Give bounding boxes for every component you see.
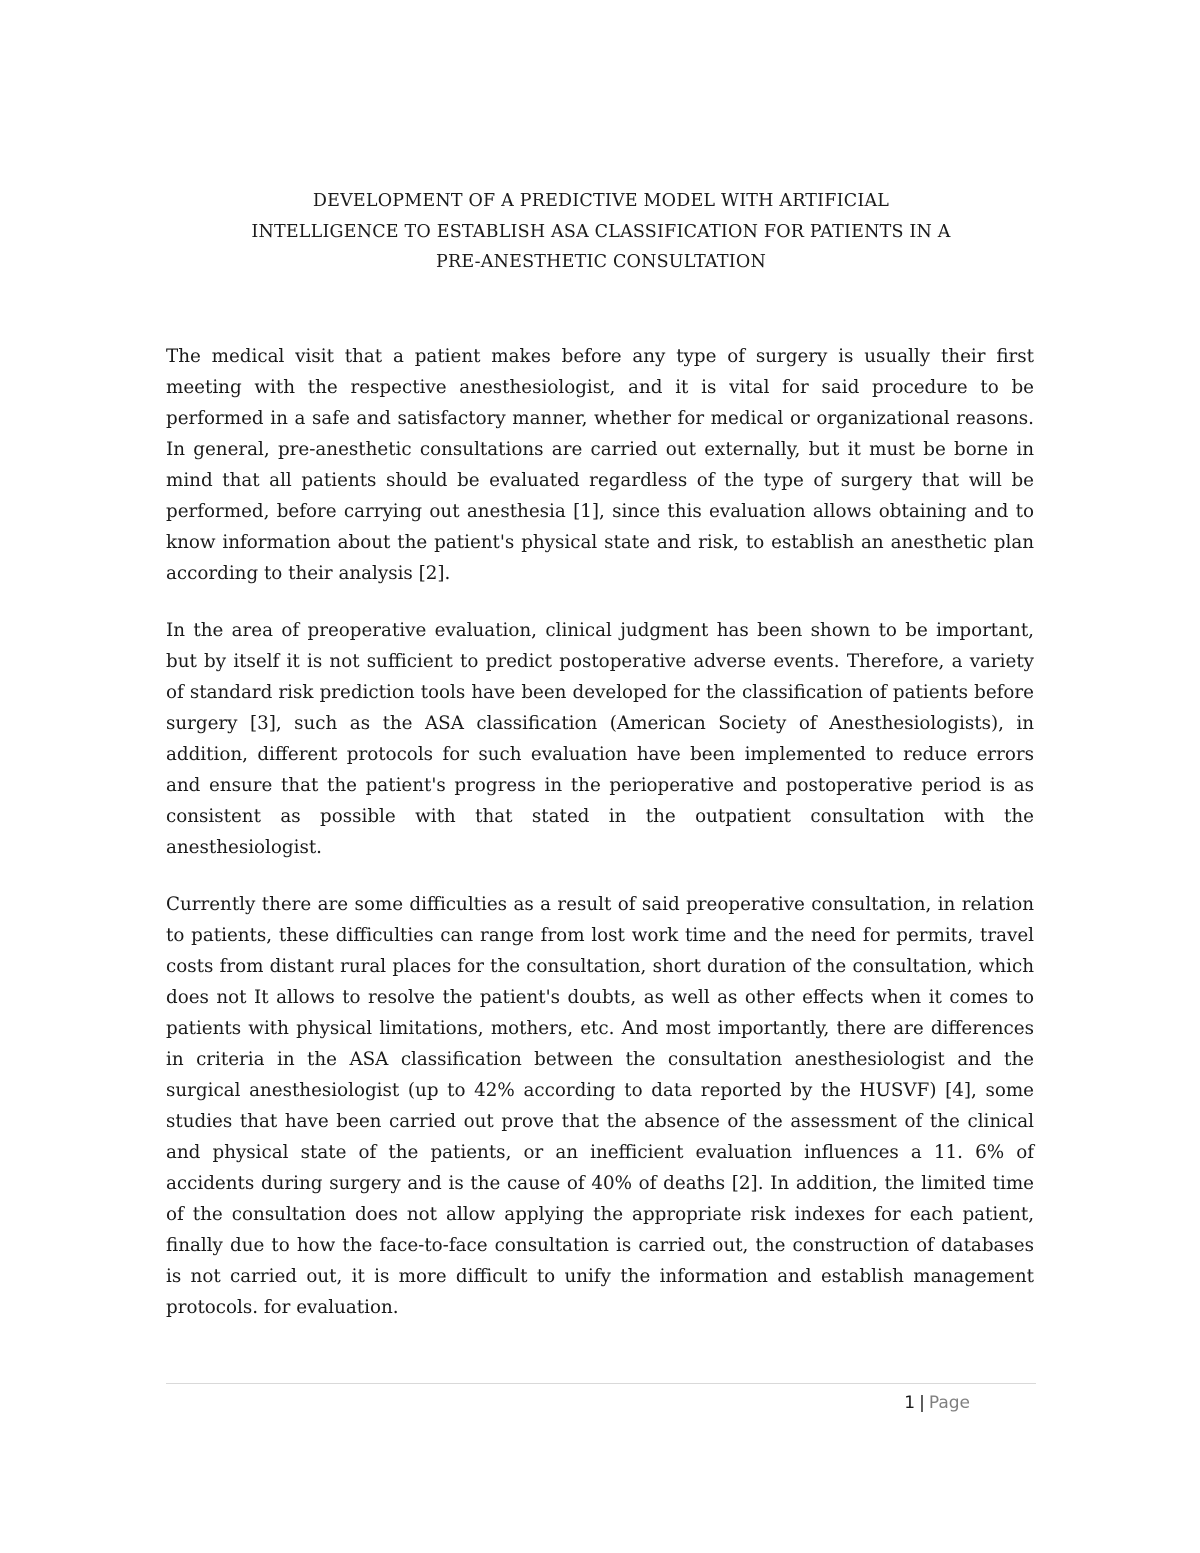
footer-divider — [166, 1383, 1036, 1384]
paragraph-intro: The medical visit that a patient makes before any type of surgery is usually their first meeting with the respective anesthesiologist, and it is vital for said procedure to be performed in a safe and satisfactory manner, whether for medical or organizational reasons. In general, pre-anesthetic consultations are carried out externally, but it must be borne in mind that all patients should be evaluated regardless of the type of surgery that will be performed, before carrying out anesthesia [1], since this evaluation allows obtaining and to know information about the patient's physical state and risk, to establish an anesthetic plan according to their analysis [2]. — [166, 346, 1034, 584]
paragraph-preoperative-evaluation: In the area of preoperative evaluation, clinical judgment has been shown to be important, but by itself it is not sufficient to predict postoperative adverse events. Therefore, a variety of standard risk prediction tools have been developed for the classification of patients before surgery [3], such as the ASA classification (American Society of Anesthesiologists), in addition, different protocols for such evaluation have been implemented to reduce errors and ensure that the patient's progress in the perioperative and postoperative period is as consistent as possible with that stated in the outpatient consultation with the anesthesiologist. — [166, 620, 1034, 858]
page-number: 1 — [904, 1393, 916, 1413]
paragraph-difficulties: Currently there are some difficulties as a result of said preoperative consultation, in relation to patients, these difficulties can range from lost work time and the need for permits, travel costs from distant rural places for the consultation, short duration of the consultation, which does not It allows to resolve the patient's doubts, as well as other effects when it comes to patients with physical limitations, mothers, etc. And most importantly, there are differences in criteria in the ASA classification between the consultation anesthesiologist and the surgical anesthesiologist (up to 42% according to data reported by the HUSVF) [4], some studies that have been carried out prove that the absence of the assessment of the clinical and physical state of the patients, or an inefficient evaluation influences a 11. 6% of accidents during surgery and is the cause of 40% of deaths [2]. In addition, the limited time of the consultation does not allow applying the appropriate risk indexes for each patient, finally due to how the face-to-face consultation is carried out, the construction of databases is not carried out, it is more difficult to unify the information and establish management protocols. for evaluation. — [166, 894, 1034, 1318]
page-label: Page — [928, 1393, 970, 1413]
title-line: DEVELOPMENT OF A PREDICTIVE MODEL WITH ARTIFICIAL — [312, 191, 890, 211]
title-line: PRE-ANESTHETIC CONSULTATION — [436, 252, 766, 272]
page-footer — [904, 1391, 970, 1415]
document-title — [166, 186, 1036, 278]
document-body — [166, 341, 1034, 1349]
title-line: INTELLIGENCE TO ESTABLISH ASA CLASSIFICATION FOR PATIENTS IN A — [251, 221, 951, 242]
page-number-separator: | — [919, 1393, 925, 1413]
